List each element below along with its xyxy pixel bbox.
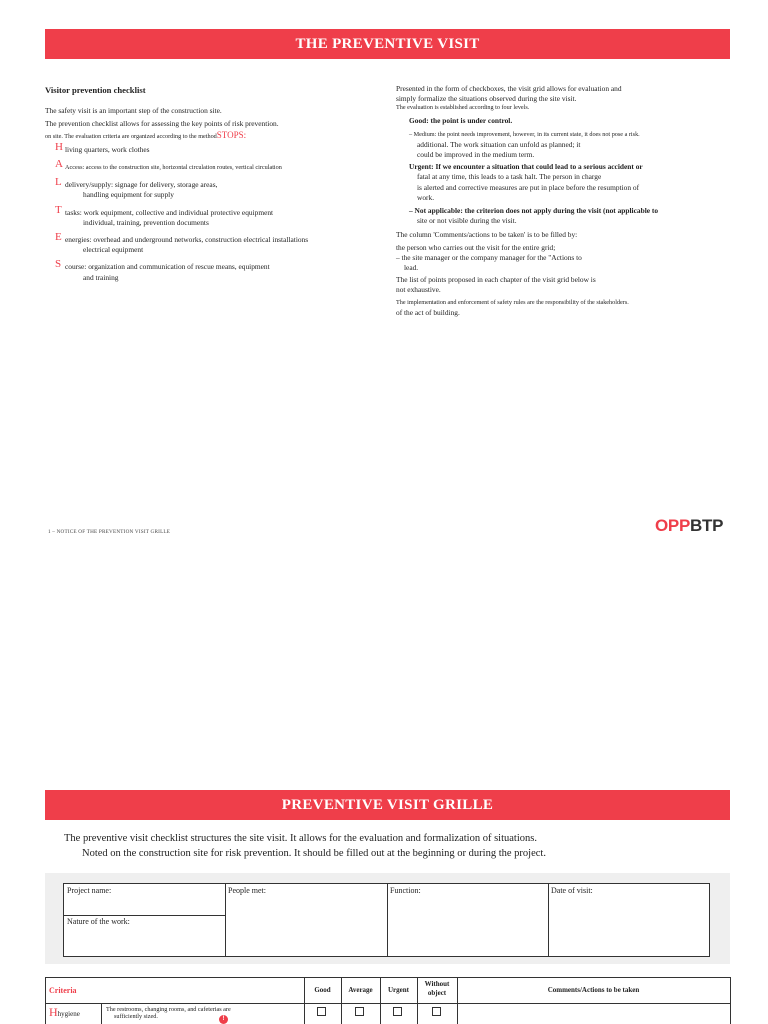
comments-paragraph: – the site manager or the company manager for the "Actions to (396, 252, 582, 262)
stops-text: individual, training, prevention documents (83, 217, 209, 227)
eval-paragraph: Presented in the form of checkboxes, the visit grid allows for evaluation and (396, 84, 622, 93)
stops-item-e (45, 231, 345, 255)
stops-item-t (45, 203, 345, 228)
stops-text: course: organization and communication of rescue means, equipment (65, 262, 270, 272)
stops-letter: H (55, 140, 63, 153)
level-not-applicable: site or not visible during the visit. (417, 216, 517, 226)
stops-text: tasks: work equipment, collective and individual protective equipment (65, 207, 274, 217)
people-met-label: People met: (228, 886, 266, 895)
average-header: Average (348, 986, 373, 994)
stops-text: Access: access to the construction site, horizontal circulation routes, vertical circulation (65, 164, 282, 172)
checklist-paragraph: The safety visit is an important step of the construction site. (45, 106, 222, 116)
page-banner-preventive-visit: THE PREVENTIVE VISIT (45, 29, 730, 59)
level-urgent: is alerted and corrective measures are put in place before the resumption of (417, 182, 640, 192)
function-label: Function: (390, 886, 421, 895)
stops-item-a (45, 158, 345, 173)
criteria-letter: H (49, 1005, 58, 1019)
stops-text: living quarters, work clothes (65, 144, 150, 154)
criteria-grid (45, 977, 731, 1024)
stops-letter: A (55, 158, 63, 171)
method-intro: on site. The evaluation criteria are organized according to the method (45, 132, 217, 140)
people-met-field[interactable] (225, 884, 388, 956)
list-paragraph: not exhaustive. (396, 285, 441, 295)
visit-info-table (63, 883, 710, 957)
checkbox-without-object[interactable] (432, 1007, 441, 1016)
stops-text: handling equipment for supply (83, 190, 174, 200)
project-name-field[interactable] (64, 884, 226, 916)
checklist-column (45, 85, 345, 283)
level-medium: could be improved in the medium term. (417, 150, 535, 160)
stops-letter: E (55, 231, 62, 244)
date-of-visit-field[interactable] (548, 884, 709, 956)
nature-of-work-label: Nature of the work: (67, 917, 130, 926)
comments-paragraph: the person who carries out the visit for the entire grid; (396, 242, 556, 252)
good-header: Good (314, 986, 331, 994)
criteria-header: Criteria (49, 986, 77, 995)
page-banner-visit-grille: PREVENTIVE VISIT GRILLE (45, 790, 730, 820)
level-urgent: fatal at any time, this leads to a task halt. The person in charge (417, 172, 602, 182)
checklist-paragraph (45, 130, 345, 142)
stops-letter: L (55, 176, 62, 189)
level-good: Good: the point is under control. (409, 116, 513, 126)
nature-of-work-field[interactable] (64, 915, 226, 957)
checklist-heading: Visitor prevention checklist (45, 85, 146, 95)
stops-item-h (45, 140, 345, 155)
function-field[interactable] (387, 884, 549, 956)
stops-letter: S (55, 258, 62, 271)
method-name: STOPS: (216, 129, 247, 140)
oppbtp-logo: OPPBTP (655, 516, 724, 535)
level-medium: additional. The work situation can unfold as planned; it (417, 139, 581, 149)
grille-intro (64, 832, 724, 861)
page-footer-note: 1 – NOTICE OF THE PREVENTION VISIT GRILLE (48, 529, 171, 535)
checkbox-average[interactable] (355, 1007, 364, 1016)
list-paragraph: The list of points proposed in each chapter of the visit grid below is (396, 275, 596, 285)
level-not-applicable: – Not applicable: the criterion does not apply during the visit (not applicable to (409, 206, 659, 216)
criteria-label: hygiene (57, 1010, 80, 1018)
alert-icon: ! (219, 1015, 228, 1024)
without-object-header: Without object (424, 980, 450, 997)
stops-letter: T (55, 203, 62, 216)
checkbox-urgent[interactable] (393, 1007, 402, 1016)
level-medium: – Medium: the point needs improvement, however, in its current state, it does not pose a risk. (409, 130, 640, 138)
stops-text: and training (83, 272, 119, 282)
urgent-header: Urgent (388, 986, 409, 994)
eval-paragraph: simply formalize the situations observed during the site visit. (396, 94, 577, 104)
intro-line: Noted on the construction site for risk prevention. It should be filled out at the beginning or during the project. (82, 847, 546, 859)
project-name-label: Project name: (67, 886, 112, 895)
date-of-visit-label: Date of visit: (551, 886, 593, 895)
checklist-paragraph: The prevention checklist allows for assessing the key points of risk prevention. (45, 119, 279, 129)
criteria-hygiene (49, 1005, 80, 1020)
implementation-paragraph: The implementation and enforcement of safety rules are the responsibility of the stakeholders. (396, 298, 629, 306)
evaluation-column (396, 84, 696, 318)
stops-text: electrical equipment (83, 245, 144, 255)
eval-paragraph: The evaluation is established according to four levels. (396, 104, 530, 112)
comments-header: Comments/Actions to be taken (547, 986, 640, 994)
comments-paragraph: The column 'Comments/actions to be taken' is to be filled by: (396, 230, 578, 240)
stops-item-l (45, 176, 345, 200)
stops-text: delivery/supply: signage for delivery, storage areas, (65, 180, 218, 190)
stops-item-s (45, 258, 345, 282)
hygiene-criterion-text: The restrooms, changing rooms, and cafeterias are sufficiently sized. (106, 1006, 231, 1020)
level-urgent: Urgent: If we encounter a situation that could lead to a serious accident or (409, 162, 643, 172)
stops-text: energies: overhead and underground networks, construction electrical installations (65, 235, 309, 245)
comments-paragraph: lead. (404, 263, 419, 273)
level-urgent: work. (417, 192, 435, 202)
checkbox-good[interactable] (317, 1007, 326, 1016)
intro-line: The preventive visit checklist structures the site visit. It allows for the evaluation and formalization of situations. (64, 833, 537, 844)
implementation-paragraph: of the act of building. (396, 307, 460, 317)
